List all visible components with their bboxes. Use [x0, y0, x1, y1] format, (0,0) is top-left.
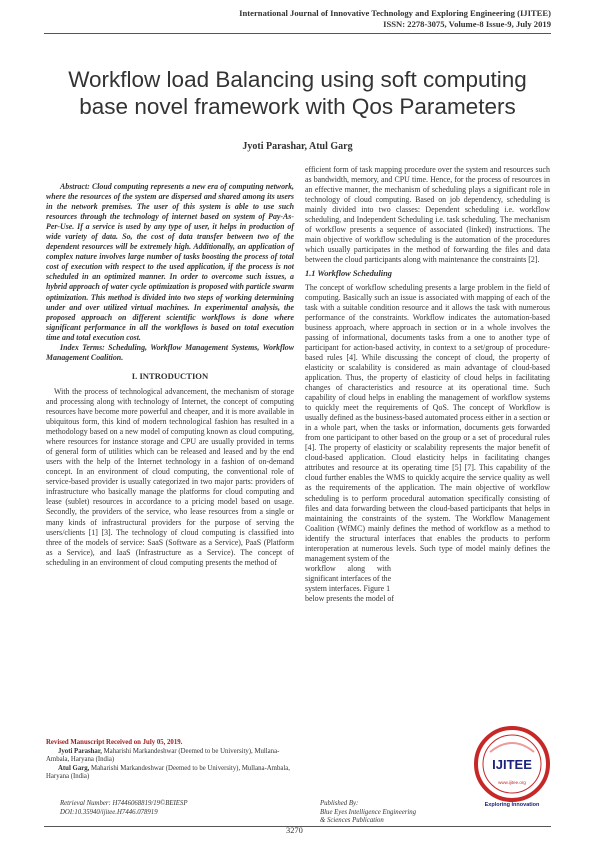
seal-brand: IJITEE [492, 757, 532, 772]
footnote-author-1-name: Jyoti Parashar, [58, 747, 102, 755]
journal-issn: ISSN: 2278-3075, Volume-8 Issue-9, July 2019 [383, 19, 551, 29]
title-line-1: Workflow load Balancing using soft computing [68, 67, 527, 92]
wrap-line-2: significant interfaces of the [305, 573, 392, 583]
wrap-line-3: system interfaces. Figure 1 [305, 583, 391, 593]
publisher-name-1: Blue Eyes Intelligence Engineering [320, 808, 417, 816]
title-line-2: base novel framework with Qos Parameters [79, 94, 516, 119]
footnote-author-2-affiliation: Maharishi Markandeshwar (Deemed to be University), Mullana-Ambala, Haryana (India) [46, 764, 290, 781]
right-column [305, 165, 550, 604]
paper-title [30, 66, 565, 120]
abstract: Abstract: Cloud computing represents a new era of computing network, where the resources of the system are dispersed and shared among its users in the network premises. The user of this system is able to use such resources through the technology of internet based on system of Pay-As-Per-Use. If a service is used by any type of user, it helps in production of wide variety of data. So, the cost of data transfer between two of the dependent resources will be extremely high. Additionally, an application of complex nature involves large number of tasks boosting the process of total cost of execution with respect to the used application, if the process is not scheduled in an optimized manner. In order to overcome such issues, a hybrid approach of water cycle optimization is proposed with particle swarm optimization. This method is divided into two steps of working determining under and over utilized virtual machines. In experimental analysis, the proposed approach on different scientific workflows is done where significant performance in all the workflows is based on total execution time and total execution cost. [46, 182, 294, 342]
footnote-author-1-affiliation: Maharishi Markandeshwar (Deemed to be University), Mullana-Ambala, Haryana (India) [46, 747, 280, 764]
revised-note: Revised Manuscript Received on July 05, 2019. [46, 739, 183, 746]
doi: DOI:10.35940/ijitee.H7446.078919 [60, 808, 158, 816]
workflow-scheduling-heading: 1.1 Workflow Scheduling [305, 269, 392, 279]
index-terms: Index Terms: Scheduling, Workflow Management Systems, Workflow Management Coalition. [46, 342, 294, 362]
intro-paragraph: With the process of technological advancement, the mechanism of storage and processing along with technology of Internet, the concept of computing resources have become more powerful and cheaper, and it is more available in ubiquitous form, this kind of modern technological fashion has resulted in a methodology based on a new model of computing known as cloud computing, where resources for instance storage and CPU are usually provided in terms of general form of utilities which can be released and leased and by the end users with the help of the Internet technology in a fashion of on-demand concept. In an environment of cloud computing, the conventional role of service-based provider is usually categorized in two major parts: providers of infrastructure who basically manage the platforms for cloud computing and lease (sublet) resources in accordance to a pricing model based on usage. Secondly, the providers of the service, who lease resources from a single or many kinds of infrastructural providers for the purpose of serving the users/clients [1] [3]. The technology of cloud computing is classified into three of the models of service: SaaS (Software as a Service), PaaS (Platform as a Service), and IaaS (Infrastructure as a Service). The concept of scheduling in an environment of cloud computing presents the method of [46, 386, 294, 567]
retrieval-number: Retrieval Number: H7446068819/19©BEIESP [60, 800, 188, 807]
wrap-line-4: below presents the model of [305, 593, 394, 603]
footer-publisher [320, 800, 416, 826]
intro-heading: I. INTRODUCTION [131, 370, 209, 381]
footnote-author-1 [46, 748, 294, 765]
paper-authors: Jyoti Parashar, Atul Garg [242, 141, 353, 152]
seal-url: www.ijitee.org [498, 780, 526, 785]
wrap-line-1: workflow along with [305, 563, 391, 573]
published-by: Published By: [320, 800, 359, 807]
right-paragraph-1: efficient form of task mapping procedure over the system and resources such as bandwidth, memory, and CPU time. Hence, for the process of resources in an effective manner, the mechanism of scheduling plays a significant role in technology of cloud computing. Based on job dependency, scheduling is mainly divided into two classes: Dependent scheduling i.e. workflow scheduling, and Independent Scheduling i.e. task scheduling. The mechanism of workflow presents a sequence of associated (linked) instructions. The main objective of workflow scheduling is the automation of the procedures which usually participates in the method of forwarding the files and data between the cloud participants along with maintenance the constraints [2]. [305, 165, 550, 265]
journal-header [239, 8, 551, 30]
header-rule [44, 33, 551, 34]
footnote-author-2 [46, 765, 294, 782]
footer-retrieval [60, 800, 188, 817]
left-column [46, 182, 294, 568]
footnote-author-2-name: Atul Garg, [58, 764, 90, 772]
seal-arc [490, 743, 534, 752]
footnotes [46, 739, 294, 782]
page-number: 3270 [286, 826, 303, 835]
seal-tagline: Exploring Innovation [484, 802, 540, 808]
ijitee-seal-icon [470, 724, 554, 808]
right-paragraph-2: The concept of workflow scheduling presents a large problem in the field of computing. Basically such an issue is associated with mapping of each of the task with a suitable condition resource and it allows the task with numerous performance of the constraints. Workflow indicates the automation-based business approach, where approach in section or in a whole involves the passing of informational, documents tasks from a one to another type of participant for action-based activity, in context to a set/group of procedure-based rules [4]. While discussing the concept of cloud, the property of elasticity or scalability is considered as main advantage of cloud-based application. Thus, the property of elasticity of cloud helps in facilitating changes of characteristics and resource at its operational time. Such capability of cloud helps in enabling the management of workflow systems to quickly meet the requirements of QoS. The concept of Workflow is usually defined as the business-based automated process either in a section or in a whole part, when the tasks or information, documents gets forwarded from one participant to other based on the group or a set of procedural rules [4]. The property of elasticity or scalability represents the major benefit of cloud-based application. Cloud elasticity helps in facilitating changes attributes and resource at its operating time [5] [7]. This capability of the cloud further enables the WMS to quickly acquire the service quality as well as the requirements of the application. The main objective of workflow scheduling is to perform procedural automation specifically consisting of files and data forwarding between the cloud-based participants that helps in maintaining the constraints of the system. The Workflow Management Coalition (WfMC) mainly defines the method of workflow as a method to identify the structural interfaces that enables the products to perform interoperation at numerous levels. Such type of model mainly defines the management system of the [305, 282, 550, 563]
figure-wrap-text [305, 564, 465, 604]
publisher-name-2: & Sciences Publication [320, 817, 384, 825]
journal-name: International Journal of Innovative Technology and Exploring Engineering (IJITEE) [239, 8, 551, 18]
